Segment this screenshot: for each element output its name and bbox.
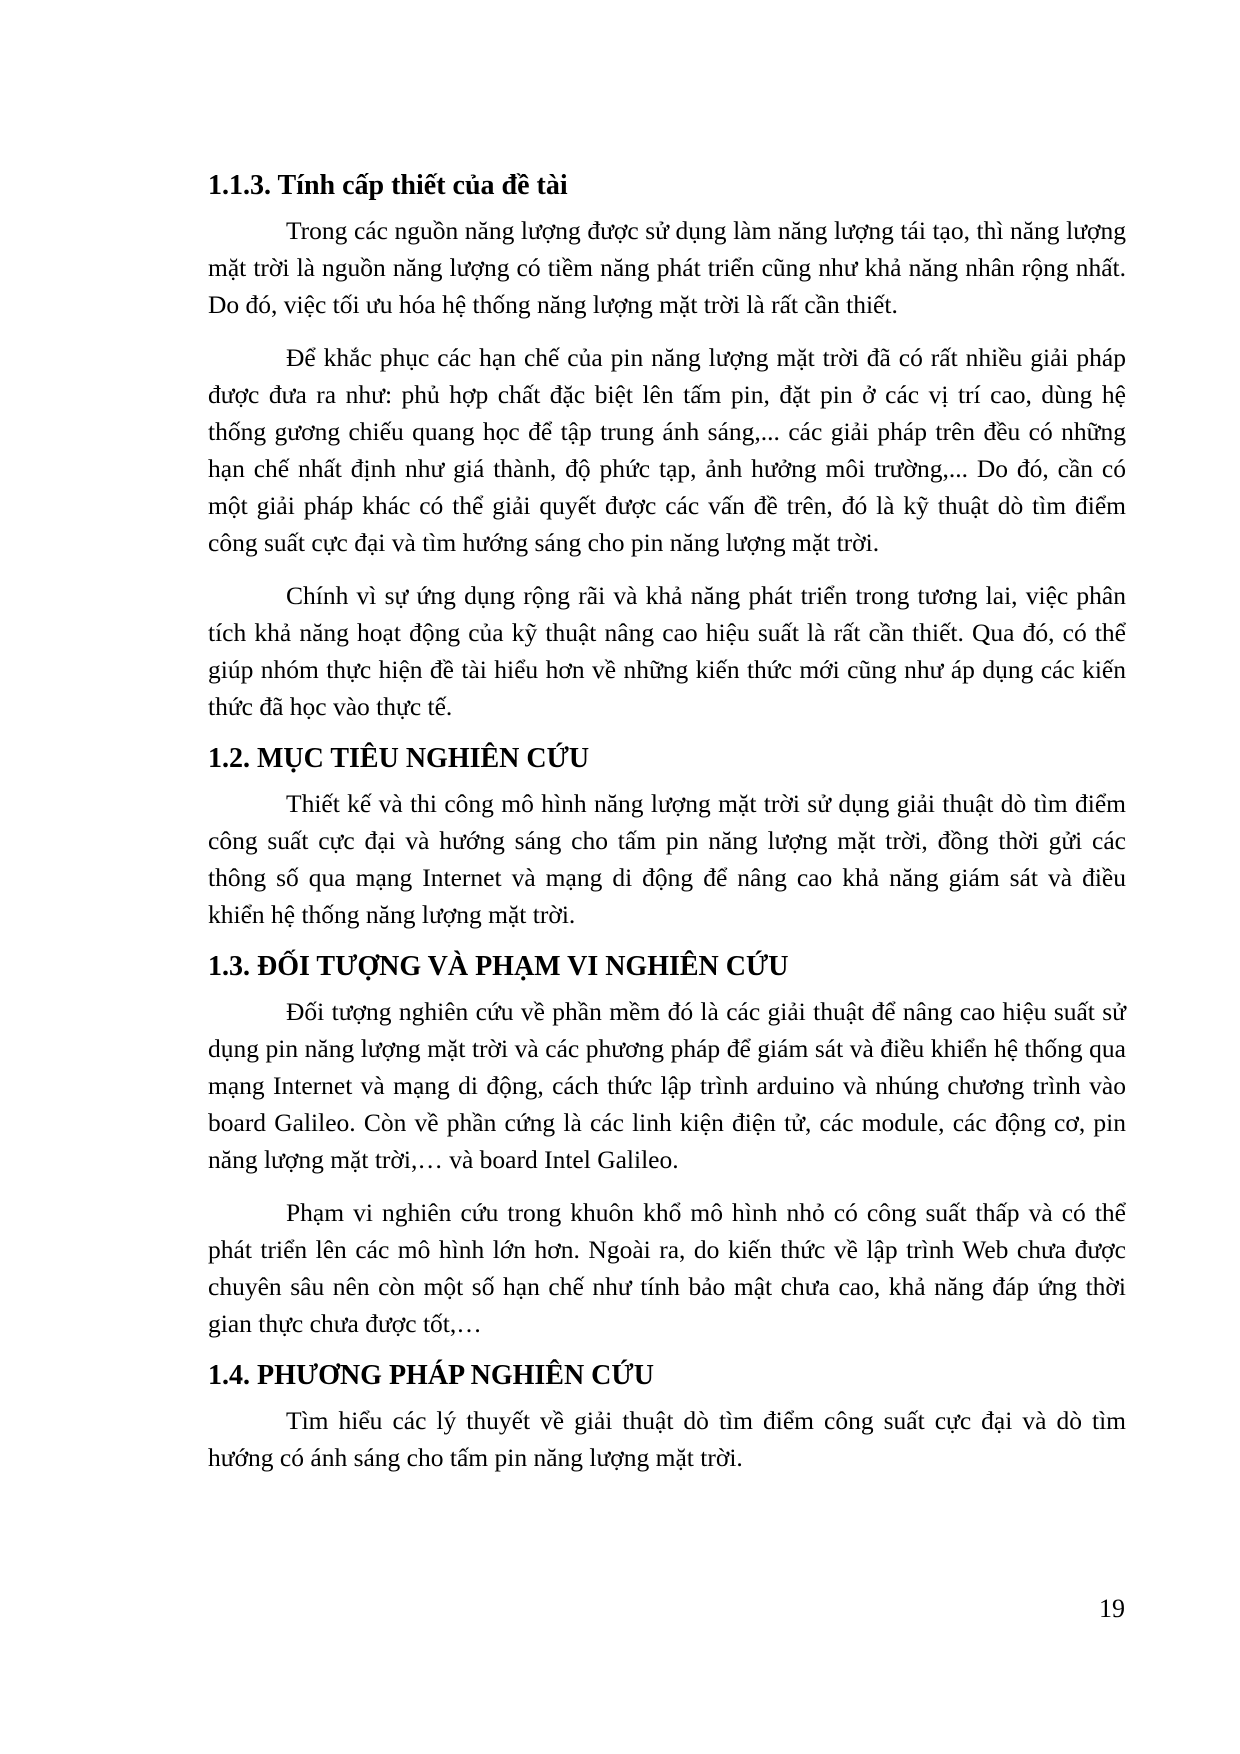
section-heading-1-4: 1.4. PHƯƠNG PHÁP NGHIÊN CỨU xyxy=(208,1360,654,1391)
paragraph: Phạm vi nghiên cứu trong khuôn khổ mô hình nhỏ có công suất thấp và có thể phát triển lên các mô hình lớn hơn. Ngoài ra, do kiến thức về lập trình Web chưa được chuyên sâu nên còn một số hạn chế như tính bảo mật chưa cao, khả năng đáp ứng thời gian thực chưa được tốt,… xyxy=(208,1198,1126,1338)
page-content xyxy=(208,168,1126,1492)
section-heading-1-2: 1.2. MỤC TIÊU NGHIÊN CỨU xyxy=(208,743,590,774)
paragraph: Trong các nguồn năng lượng được sử dụng làm năng lượng tái tạo, thì năng lượng mặt trời là nguồn năng lượng có tiềm năng phát triển cũng như khả năng nhân rộng nhất. Do đó, việc tối ưu hóa hệ thống năng lượng mặt trời là rất cần thiết. xyxy=(208,216,1126,319)
page-number: 19 xyxy=(1099,1594,1125,1623)
paragraph: Tìm hiểu các lý thuyết về giải thuật dò tìm điểm công suất cực đại và dò tìm hướng có ánh sáng cho tấm pin năng lượng mặt trời. xyxy=(208,1406,1126,1472)
paragraph: Để khắc phục các hạn chế của pin năng lượng mặt trời đã có rất nhiều giải pháp được đưa ra như: phủ hợp chất đặc biệt lên tấm pin, đặt pin ở các vị trí cao, dùng hệ thống gương chiếu quang học để tập trung ánh sáng,... các giải pháp trên đều có những hạn chế nhất định như giá thành, độ phức tạp, ảnh hưởng môi trường,... Do đó, cần có một giải pháp khác có thể giải quyết được các vấn đề trên, đó là kỹ thuật dò tìm điểm công suất cực đại và tìm hướng sáng cho pin năng lượng mặt trời. xyxy=(208,343,1126,557)
section-heading-1-3: 1.3. ĐỐI TƯỢNG VÀ PHẠM VI NGHIÊN CỨU xyxy=(208,951,789,982)
paragraph: Thiết kế và thi công mô hình năng lượng mặt trời sử dụng giải thuật dò tìm điểm công suất cực đại và hướng sáng cho tấm pin năng lượng mặt trời, đồng thời gửi các thông số qua mạng Internet và mạng di động để nâng cao khả năng giám sát và điều khiển hệ thống năng lượng mặt trời. xyxy=(208,789,1126,929)
paragraph: Chính vì sự ứng dụng rộng rãi và khả năng phát triển trong tương lai, việc phân tích khả năng hoạt động của kỹ thuật nâng cao hiệu suất là rất cần thiết. Qua đó, có thể giúp nhóm thực hiện đề tài hiểu hơn về những kiến thức mới cũng như áp dụng các kiến thức đã học vào thực tế. xyxy=(208,581,1126,721)
section-heading-1-1-3: 1.1.3. Tính cấp thiết của đề tài xyxy=(208,170,568,201)
paragraph: Đối tượng nghiên cứu về phần mềm đó là các giải thuật để nâng cao hiệu suất sử dụng pin năng lượng mặt trời và các phương pháp để giám sát và điều khiển hệ thống qua mạng Internet và mạng di động, cách thức lập trình arduino và nhúng chương trình vào board Galileo. Còn về phần cứng là các linh kiện điện tử, các module, các động cơ, pin năng lượng mặt trời,… và board Intel Galileo. xyxy=(208,997,1126,1174)
